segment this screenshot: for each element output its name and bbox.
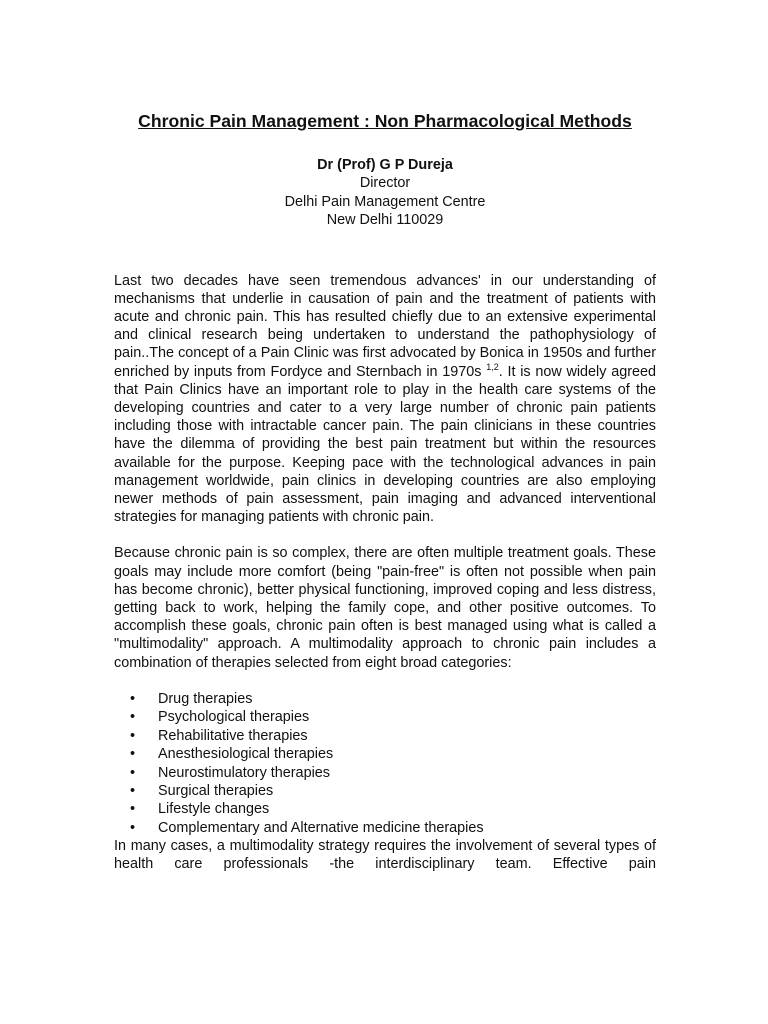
- therapy-list: [114, 690, 656, 837]
- intro-text-part1: Last two decades have seen tremendous advances' in our understanding of mechanisms that underlie in causation of pain and the treatment of patients with acute and chronic pain. This has resulted chiefly due to an extensive experimental and clinical research being undertaken to understand the pathophysiology of pain..The concept of a Pain Clinic was first advocated by Bonica in 1950s and further enriched by inputs from Fordyce and Sternbach in 1970s: [114, 272, 656, 380]
- list-item: [130, 819, 656, 837]
- bullet-icon: •: [130, 764, 136, 781]
- list-item: [130, 745, 656, 763]
- bullet-icon: •: [130, 782, 136, 799]
- author-location: New Delhi 110029: [326, 212, 444, 229]
- document-title: Chronic Pain Management : Non Pharmacological Methods: [138, 111, 632, 131]
- author-name: Dr (Prof) G P Dureja: [317, 157, 453, 173]
- list-item: [130, 727, 656, 745]
- author-block: [114, 156, 656, 230]
- list-item: [130, 782, 656, 800]
- list-item: [130, 764, 656, 782]
- bullet-icon: •: [130, 801, 136, 818]
- list-item: [130, 708, 656, 726]
- bullet-icon: •: [130, 727, 136, 744]
- author-position: Director: [359, 175, 411, 192]
- list-item-text: Complementary and Alternative medicine therapies: [158, 819, 484, 836]
- list-item-text: Neurostimulatory therapies: [158, 764, 330, 781]
- list-item: [130, 800, 656, 818]
- list-item: [130, 690, 656, 708]
- list-item-text: Rehabilitative therapies: [158, 727, 308, 744]
- document-page: [114, 110, 656, 892]
- author-organization: Delhi Pain Management Centre: [284, 193, 486, 210]
- list-item-text: Drug therapies: [158, 690, 253, 707]
- bullet-icon: •: [130, 709, 136, 726]
- list-item-text: Lifestyle changes: [158, 801, 270, 818]
- multimodality-paragraph: Because chronic pain is so complex, there are often multiple treatment goals. These goals may include more comfort (being "pain-free" is often not possible when pain has become chronic), better physical functioning, improved coping and less distress, getting back to work, helping the family cope, and other positive outcomes. To accomplish these goals, chronic pain often is best managed using what is called a "multimodality" approach. A multimodality approach to chronic pain includes a combination of therapies selected from eight broad categories:: [114, 545, 656, 671]
- list-item-text: Anesthesiological therapies: [158, 746, 334, 763]
- citation-superscript: 1,2: [486, 361, 499, 372]
- bullet-icon: •: [130, 746, 136, 763]
- bullet-icon: •: [130, 690, 136, 707]
- intro-paragraph: [114, 272, 656, 527]
- list-item-text: Surgical therapies: [158, 782, 274, 799]
- intro-text-part2: . It is now widely agreed that Pain Clinics have an important role to play in the health care systems of the developing countries and cater to a very large number of chronic pain patients including those with intractable cancer pain. The pain clinicians in these countries have the dilemma of providing the best pain treatment but within the resources available for the purpose. Keeping pace with the technological advances in pain management worldwide, pain clinics in developing countries are also employing newer methods of pain assessment, pain imaging and advanced interventional strategies for managing patients with chronic pain.: [114, 363, 656, 526]
- bullet-icon: •: [130, 819, 136, 836]
- list-item-text: Psychological therapies: [158, 709, 310, 726]
- interdisciplinary-paragraph: In many cases, a multimodality strategy requires the involvement of several types of health care professionals -the interdisciplinary team. Effective pain: [114, 838, 656, 873]
